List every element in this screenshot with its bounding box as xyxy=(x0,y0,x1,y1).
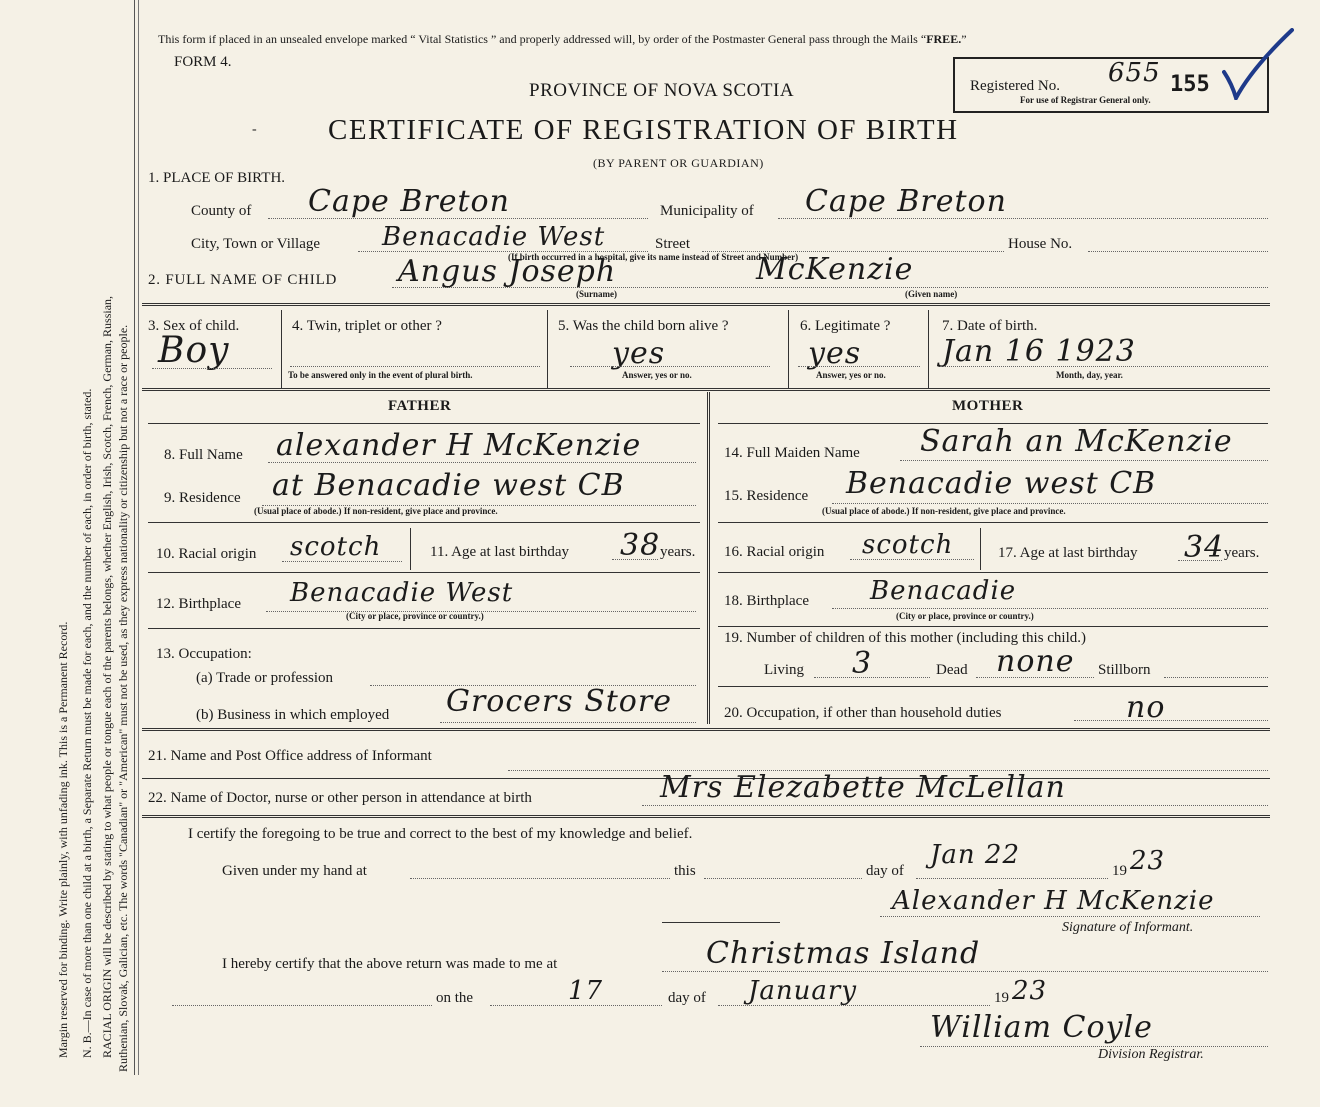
mail-notice: This form if placed in an unsealed envelope marked “ Vital Statistics ” and properly addressed will, by order of the Postmaster General pass through the Mails “FREE.” xyxy=(158,32,967,46)
given-under-label: Given under my hand at xyxy=(222,863,367,879)
margin-rule-inner xyxy=(138,0,140,1075)
check-mark-icon xyxy=(1222,28,1294,100)
dob-value: Jan 16 1923 xyxy=(942,334,1136,369)
form-number: FORM 4. xyxy=(174,54,232,70)
registrar-caption: Division Registrar. xyxy=(1098,1047,1204,1062)
certificate-title: CERTIFICATE OF REGISTRATION OF BIRTH xyxy=(328,114,959,146)
children-count-label: 19. Number of children of this mother (including this child.) xyxy=(724,630,1087,646)
binding-margin xyxy=(0,0,138,1107)
child-name-label: 2. FULL NAME OF CHILD xyxy=(148,272,338,288)
registrar-statement: I hereby certify that the above return was made to me at xyxy=(222,956,558,972)
dead-label: Dead xyxy=(936,662,968,678)
margin-note-3: RACIAL ORIGIN will be described by stating to what people or tongue each of the parents belongs, whether English, Irish, Scotch, French, German, Russian, xyxy=(100,295,114,1058)
father-age-label: 11. Age at last birthday xyxy=(430,544,569,560)
municipality-value: Cape Breton xyxy=(805,184,1007,219)
place-of-birth-heading: 1. PLACE OF BIRTH. xyxy=(148,170,286,186)
given-day-value: Jan 22 xyxy=(930,840,1021,870)
street-label: Street xyxy=(655,236,690,252)
surname-caption: (Surname) xyxy=(576,289,617,299)
sex-label: 3. Sex of child. xyxy=(148,318,240,334)
county-label: County of xyxy=(191,203,252,219)
day-of-label: day of xyxy=(866,863,904,879)
given-year-value: 23 xyxy=(1130,846,1166,876)
registered-handwritten: 655 xyxy=(1108,58,1161,88)
certificate-subtitle: (BY PARENT OR GUARDIAN) xyxy=(593,156,764,170)
mother-occupation-label: 20. Occupation, if other than household duties xyxy=(724,705,1002,721)
father-race-label: 10. Racial origin xyxy=(156,546,257,562)
father-occupation-label: 13. Occupation: xyxy=(156,646,252,662)
mother-residence-value: Benacadie west CB xyxy=(846,466,1157,501)
mother-occupation-value: no xyxy=(1126,690,1166,725)
margin-rule xyxy=(134,0,136,1075)
on-the-label: on the xyxy=(436,990,474,1006)
legitimate-note: Answer, yes or no. xyxy=(816,370,886,380)
registered-label: Registered No. xyxy=(970,78,1060,94)
attendant-label: 22. Name of Doctor, nurse or other person in attendance at birth xyxy=(148,790,532,806)
informant-signature-caption: Signature of Informant. xyxy=(1062,920,1194,935)
father-birthplace-note: (City or place, province or country.) xyxy=(346,611,484,621)
given-year-prefix: 19 xyxy=(1112,863,1127,879)
mother-age-unit: years. xyxy=(1224,545,1260,561)
father-age-value: 38 xyxy=(620,528,661,563)
father-residence-value: at Benacadie west CB xyxy=(272,468,625,503)
alive-value: yes xyxy=(612,336,666,371)
registrar-day-value: 17 xyxy=(568,976,604,1006)
legitimate-label: 6. Legitimate ? xyxy=(800,318,891,334)
father-business-value: Grocers Store xyxy=(446,684,672,719)
living-label: Living xyxy=(764,662,804,678)
margin-note-4: Ruthenian, Slovak, Galician, etc. The words "Canadian" or "American" must not be used, as they express nationality or citizenship but not a race or people. xyxy=(116,324,130,1072)
this-label: this xyxy=(674,863,696,879)
child-given-value: Angus Joseph xyxy=(398,254,617,289)
free-label: FREE. xyxy=(926,32,962,46)
father-name-label: 8. Full Name xyxy=(164,447,243,463)
certify-statement: I certify the foregoing to be true and correct to the best of my knowledge and belief. xyxy=(188,826,693,842)
dob-label: 7. Date of birth. xyxy=(942,318,1038,334)
given-name-caption: (Given name) xyxy=(905,289,958,299)
father-residence-label: 9. Residence xyxy=(164,490,241,506)
father-race-value: scotch xyxy=(290,532,382,562)
registered-stamp: 155 xyxy=(1170,72,1210,97)
alive-note: Answer, yes or no. xyxy=(622,370,692,380)
hospital-note: (If birth occurred in a hospital, give its name instead of Street and Number) xyxy=(508,252,799,262)
father-name-value: alexander H McKenzie xyxy=(276,428,642,463)
margin-note-2: N. B.—In case of more than one child at a birth, a Separate Return must be made for each, and the number of each, in order of birth, stated. xyxy=(80,388,94,1058)
informant-signature: Alexander H McKenzie xyxy=(892,886,1215,916)
mother-birthplace-value: Benacadie xyxy=(870,576,1017,606)
child-surname-value: McKenzie xyxy=(756,252,914,287)
dob-note: Month, day, year. xyxy=(1056,370,1123,380)
county-value: Cape Breton xyxy=(308,184,510,219)
margin-note-1: Margin reserved for binding. Write plainly, with unfading ink. This is a Permanent Record. xyxy=(56,621,70,1058)
mother-race-label: 16. Racial origin xyxy=(724,544,825,560)
registered-note: For use of Registrar General only. xyxy=(1020,95,1151,105)
twin-label: 4. Twin, triplet or other ? xyxy=(292,318,442,334)
informant-label: 21. Name and Post Office address of Informant xyxy=(148,748,432,764)
registrar-year-prefix: 19 xyxy=(994,990,1009,1006)
father-trade-label: (a) Trade or profession xyxy=(196,670,334,686)
registrar-day-of-label: day of xyxy=(668,990,706,1006)
mother-birthplace-label: 18. Birthplace xyxy=(724,593,809,609)
registrar-month-value: January xyxy=(748,976,858,1006)
mother-birthplace-note: (City or place, province or country.) xyxy=(896,611,1034,621)
registrar-signature: William Coyle xyxy=(930,1010,1153,1045)
alive-label: 5. Was the child born alive ? xyxy=(558,318,729,334)
father-birthplace-label: 12. Birthplace xyxy=(156,596,241,612)
attendant-value: Mrs Elezabette McLellan xyxy=(660,770,1066,805)
legitimate-value: yes xyxy=(808,336,862,371)
father-residence-note: (Usual place of abode.) If non-resident, give place and province. xyxy=(254,506,498,516)
twin-note: To be answered only in the event of plural birth. xyxy=(288,370,473,380)
registrar-place-value: Christmas Island xyxy=(706,936,981,971)
header-dash: - xyxy=(252,122,257,137)
mother-name-label: 14. Full Maiden Name xyxy=(724,445,860,461)
mother-race-value: scotch xyxy=(862,530,954,560)
mother-residence-note: (Usual place of abode.) If non-resident, give place and province. xyxy=(822,506,1066,516)
sex-value: Boy xyxy=(158,330,230,371)
city-label: City, Town or Village xyxy=(191,236,321,252)
father-birthplace-value: Benacadie West xyxy=(290,578,514,608)
mother-residence-label: 15. Residence xyxy=(724,488,809,504)
dead-value: none xyxy=(996,644,1075,679)
mother-name-value: Sarah an McKenzie xyxy=(920,424,1233,459)
father-heading: FATHER xyxy=(388,398,452,414)
municipality-label: Municipality of xyxy=(660,203,754,219)
stillborn-label: Stillborn xyxy=(1098,662,1151,678)
mother-age-label: 17. Age at last birthday xyxy=(998,545,1138,561)
father-age-unit: years. xyxy=(660,544,696,560)
registrar-year-value: 23 xyxy=(1012,976,1048,1006)
house-no-label: House No. xyxy=(1008,236,1073,252)
living-value: 3 xyxy=(852,646,873,681)
province-title: PROVINCE OF NOVA SCOTIA xyxy=(529,80,795,101)
mother-heading: MOTHER xyxy=(952,398,1024,414)
father-business-label: (b) Business in which employed xyxy=(196,707,390,723)
city-value: Benacadie West xyxy=(382,222,606,252)
mother-age-value: 34 xyxy=(1184,530,1225,565)
